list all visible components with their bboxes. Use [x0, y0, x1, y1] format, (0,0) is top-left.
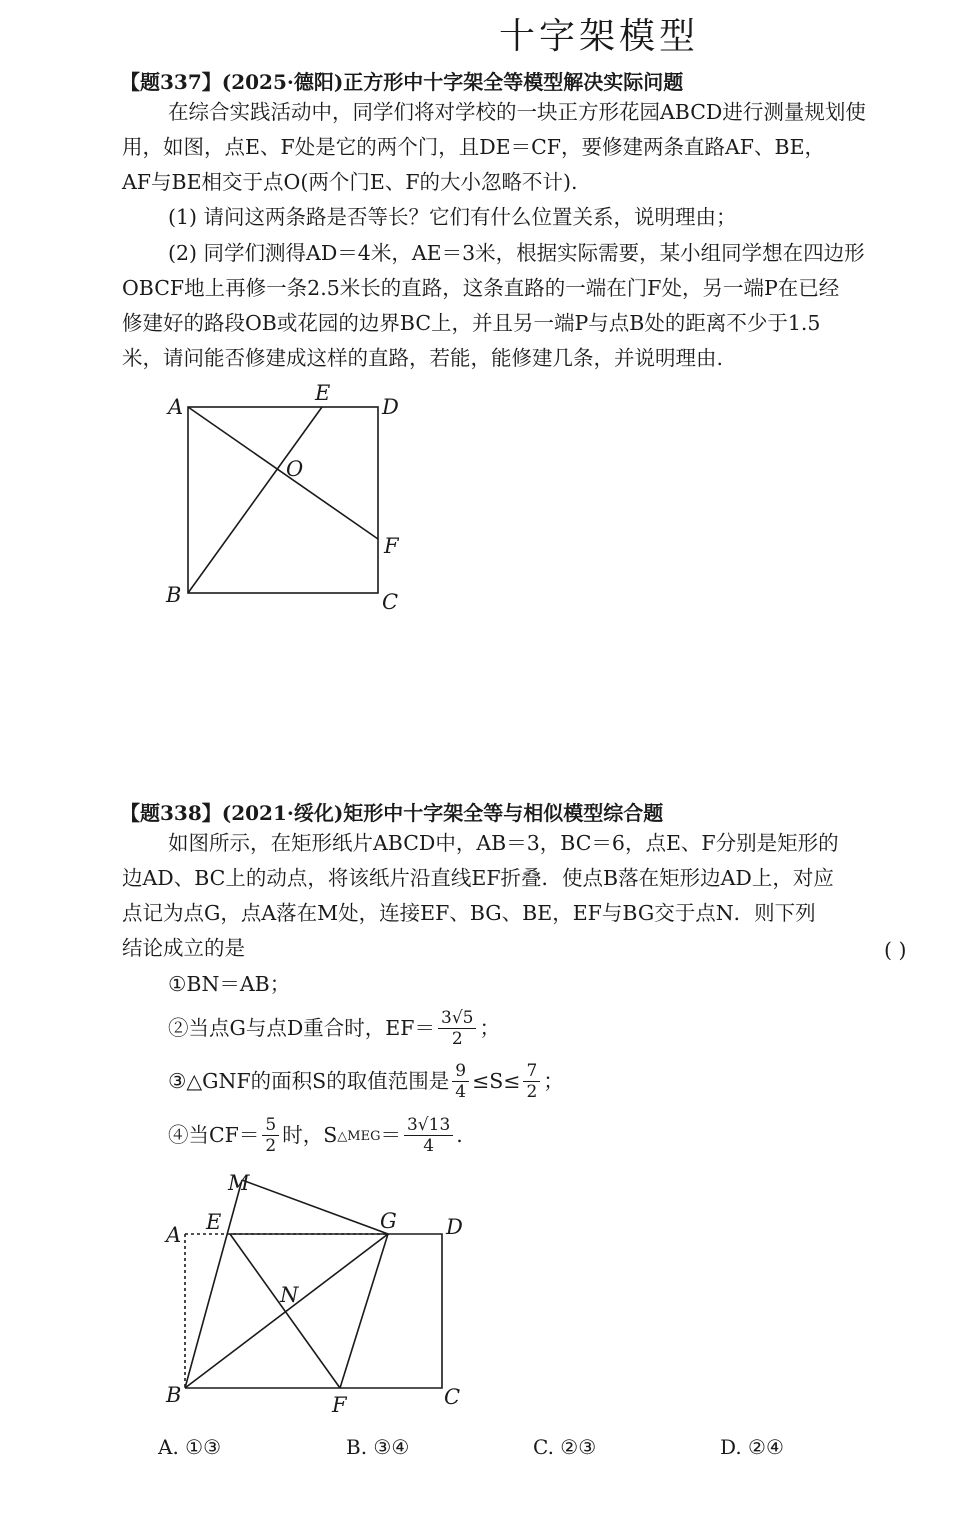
problem-337-line-2: 用，如图，点E、F处是它的两个门，且DE＝CF，要修建两条直路AF、BE，	[122, 135, 826, 159]
fraction-7-over-2	[523, 1061, 540, 1102]
problem-337-line-8: 米，请问能否修建成这样的直路，若能，能修建几条，并说明理由.	[122, 346, 724, 370]
conclusion-4-text: ④当CF＝	[168, 1123, 260, 1147]
segment-af	[188, 407, 378, 539]
conclusion-3-text: ③△GNF的面积S的取值范围是	[168, 1069, 450, 1093]
option-d[interactable]: D. ②④	[720, 1435, 784, 1459]
problem-337-line-7: 修建好的路段OB或花园的边界BC上，并且另一端P与点B处的距离不少于1.5	[122, 311, 821, 335]
label-m: M	[228, 1171, 250, 1195]
fraction-numerator: 9	[452, 1061, 469, 1082]
fraction-denominator: 2	[526, 1082, 538, 1102]
label-c: C	[382, 590, 399, 614]
fraction-numerator: 5	[262, 1115, 279, 1136]
conclusion-1: ①BN＝AB；	[168, 972, 291, 996]
label-b: B	[166, 583, 182, 607]
label-a2: A	[166, 1223, 182, 1247]
label-d: D	[382, 395, 399, 419]
problem-337-question-2: (2) 同学们测得AD＝4米，AE＝3米，根据实际需要，某小组同学想在四边形	[168, 241, 865, 265]
label-a: A	[168, 395, 184, 419]
conclusion-4-eq: ＝	[380, 1123, 401, 1147]
fraction-5-over-2	[262, 1115, 279, 1156]
label-e2: E	[206, 1210, 222, 1234]
problem-337-question-1: (1) 请问这两条路是否等长？它们有什么位置关系，说明理由；	[168, 205, 737, 229]
option-c[interactable]: C. ②③	[533, 1435, 597, 1459]
conclusion-4-suffix: .	[456, 1123, 463, 1147]
conclusion-3	[168, 1061, 564, 1102]
fraction-numerator: 3√5	[438, 1008, 476, 1029]
problem-337-line-1: 在综合实践活动中，同学们将对学校的一块正方形花园ABCD进行测量规划使	[168, 100, 866, 124]
conclusion-2-text: ②当点G与点D重合时，EF＝	[168, 1016, 435, 1040]
problem-337-header: 【题337】(2025·德阳)正方形中十字架全等模型解决实际问题	[120, 70, 684, 94]
conclusion-3-range: ≤S≤	[472, 1069, 521, 1093]
square-abcd	[188, 407, 378, 593]
fraction-numerator: 3√13	[404, 1115, 453, 1136]
label-f: F	[384, 534, 399, 558]
label-o: O	[286, 457, 304, 481]
figure-338-rectangle-fold	[150, 1162, 490, 1424]
label-b2: B	[166, 1383, 182, 1407]
problem-338-line-3: 点记为点G，点A落在M处，连接EF、BG、BE，EF与BG交于点N．则下列	[122, 901, 816, 925]
label-e: E	[315, 381, 331, 405]
rectangle-edge-dcb	[185, 1234, 442, 1388]
problem-338-line-1: 如图所示，在矩形纸片ABCD中，AB＝3，BC＝6，点E、F分别是矩形的	[168, 831, 839, 855]
fraction-denominator: 4	[455, 1082, 467, 1102]
conclusion-2	[168, 1008, 500, 1049]
conclusion-2-suffix: ；	[479, 1016, 500, 1040]
fraction-9-over-4	[452, 1061, 469, 1102]
conclusion-3-suffix: ；	[543, 1069, 564, 1093]
option-b[interactable]: B. ③④	[346, 1435, 410, 1459]
figure-337-square	[150, 378, 430, 618]
problem-338-header: 【题338】(2021·绥化)矩形中十字架全等与相似模型综合题	[120, 801, 664, 825]
label-d2: D	[446, 1215, 463, 1239]
folded-edge-mgf	[242, 1180, 388, 1388]
label-f2: F	[332, 1393, 347, 1417]
conclusion-4-mid: 时，S	[282, 1123, 338, 1147]
area-subscript: △MEG	[337, 1129, 381, 1144]
option-a[interactable]: A. ①③	[158, 1435, 222, 1459]
fraction-3sqrt5-over-2	[438, 1008, 476, 1049]
fraction-denominator: 4	[423, 1136, 435, 1156]
fraction-numerator: 7	[523, 1061, 540, 1082]
page-title: 十字架模型	[498, 16, 699, 57]
problem-338-line-2: 边AD、BC上的动点，将该纸片沿直线EF折叠．使点B落在矩形边AD上，对应	[122, 866, 834, 890]
segment-be	[188, 407, 322, 593]
fraction-3sqrt13-over-4	[404, 1115, 453, 1156]
problem-337-line-3: AF与BE相交于点O(两个门E、F的大小忽略不计).	[122, 170, 578, 194]
segment-ef	[230, 1234, 340, 1388]
fraction-denominator: 2	[451, 1029, 463, 1049]
problem-337-line-6: OBCF地上再修一条2.5米长的直路，这条直路的一端在门F处，另一端P在已经	[122, 276, 840, 300]
answer-blank: ( )	[884, 938, 907, 962]
segment-bg	[185, 1234, 388, 1388]
label-c2: C	[444, 1385, 461, 1409]
label-g: G	[380, 1209, 397, 1233]
label-n: N	[280, 1283, 299, 1307]
fraction-denominator: 2	[265, 1136, 277, 1156]
problem-338-line-4: 结论成立的是	[122, 936, 245, 960]
conclusion-4	[168, 1115, 463, 1156]
